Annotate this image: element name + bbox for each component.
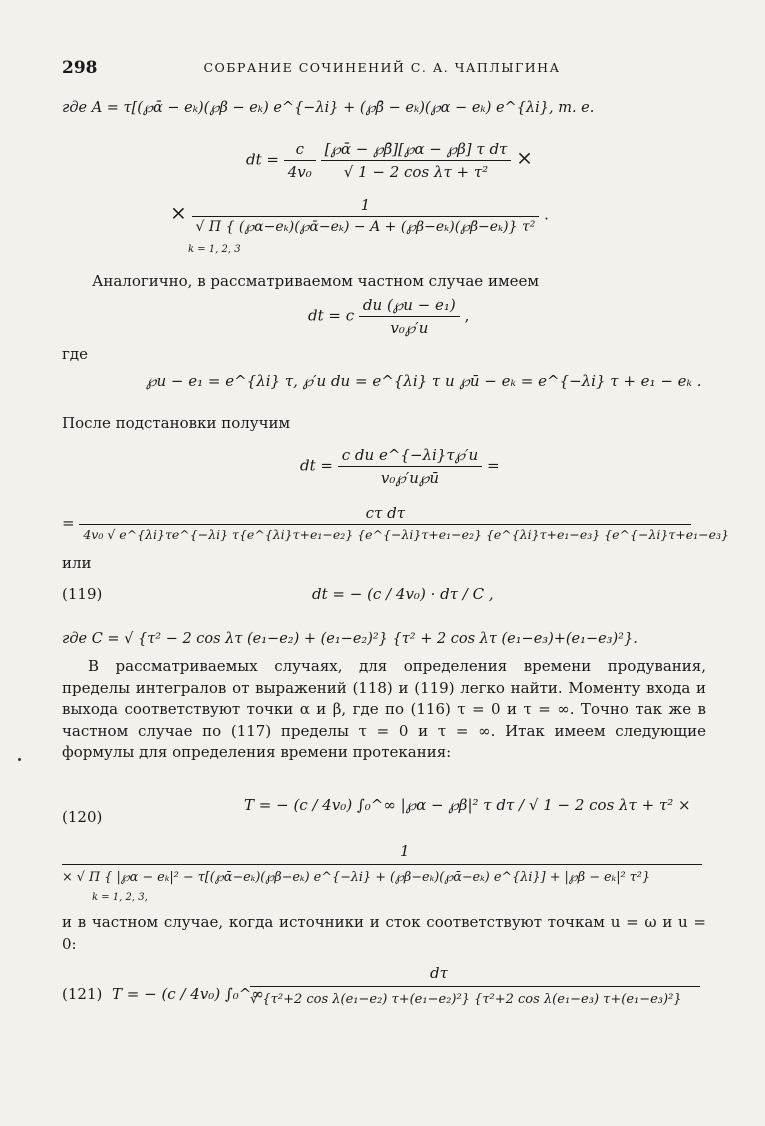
formula-120-bottom-num: 1 — [400, 842, 410, 860]
formula-dt-2-num: du (℘u − e₁) — [359, 296, 460, 317]
formula-dt-2-den: v₀℘′u — [390, 319, 429, 337]
formula-dt-3 — [300, 446, 500, 487]
formula-dt-4-num: cτ dτ — [79, 504, 691, 525]
formula-times-frac — [192, 196, 540, 235]
formula-dt-3-lhs: dt = — [300, 456, 333, 475]
formula-dt-1-coef-den: 4v₀ — [287, 163, 312, 181]
formula-dt-3-eq: = — [486, 456, 500, 475]
formula-dt-1-den: √ 1 − 2 cos λτ + τ² — [343, 163, 489, 181]
formula-dt-1-num: [℘ᾱ − ℘β̄][℘α − ℘β] τ dτ — [321, 140, 512, 161]
print-speck — [18, 758, 21, 761]
formula-times-factor: × $\frac{1}{\text{√ Π \{ (℘α−eₖ)(℘ᾱ−eₖ) − A + (℘β−eₖ)(℘β̄−eₖ)\} τ²}}$ . — [170, 196, 549, 235]
formula-C-definition: где C = √ {τ² − 2 cos λτ (e₁−e₂) + (e₁−e₂)²} {τ² + 2 cos λτ (e₁−e₃)+(e₁−e₃)²}. — [62, 631, 638, 647]
formula-dt-1-lhs: dt = — [246, 150, 279, 169]
formula-121-den: √ {τ²+2 cos λ(e₁−e₂) τ+(e₁−e₂)²} {τ²+2 cos λ(e₁−e₃) τ+(e₁−e₃)²} — [250, 992, 682, 1007]
formula-120-bottom: × √ Π { |℘α − eₖ|² − τ[(℘ᾱ−eₖ)(℘β−eₖ) e^{−λi} + (℘β−eₖ)(℘ᾱ−eₖ) e^{λi}] + |℘β − eₖ|² τ²} — [62, 870, 651, 885]
running-title: СОБРАНИЕ СОЧИНЕНИЙ С. А. ЧАПЛЫГИНА — [203, 60, 561, 75]
page-header — [62, 58, 702, 80]
formula-dt-1-main — [321, 140, 512, 181]
formula-times-den: √ Π { (℘α−eₖ)(℘ᾱ−eₖ) − A + (℘β−eₖ)(℘β̄−eₖ)} τ² — [195, 219, 536, 235]
paragraph-special-case: и в частном случае, когда источники и сток соответствуют точкам u = ω и u = 0: — [62, 913, 706, 953]
formula-dt-1-coef — [284, 140, 316, 181]
formula-dt-4 — [62, 504, 729, 542]
formula-dt-3-frac — [338, 446, 482, 487]
equation-number-120: (120) — [62, 808, 103, 826]
formula-dt-2-lhs: dt = c — [308, 306, 355, 325]
formula-119: dt = − (c / 4v₀) · dτ / C , — [312, 585, 494, 603]
formula-dt-4-den: 4v₀ √ e^{λi}τe^{−λi} τ{e^{λi}τ+e₁−e₂} {e^{−λi}τ+e₁−e₂} {e^{λi}τ+e₁−e₃} {e^{−λi}τ+e₁−e₃} — [83, 527, 729, 542]
formula-times-num: 1 — [192, 196, 540, 217]
formula-A-definition: где A = τ[(℘ᾱ − eₖ)(℘β − eₖ) e^{−λi} + (℘β̄ − eₖ)(℘α − eₖ) e^{λi}, т. е. — [62, 100, 595, 116]
formula-dt-3-den: v₀℘′u℘ū — [380, 469, 440, 487]
formula-substitution: ℘u − e₁ = e^{λi} τ, ℘′u du = e^{λi} τ и ℘ū − eₖ = e^{−λi} τ + e₁ − eₖ . — [146, 372, 702, 390]
formula-120-top: T = − (c / 4v₀) ∫₀^∞ |℘α − ℘β|² τ dτ / √ 1 − 2 cos λτ + τ² × — [244, 796, 691, 814]
formula-121-fraction-bar — [250, 986, 700, 987]
formula-120-k-range: k = 1, 2, 3, — [92, 892, 148, 903]
formula-dt-4-frac — [79, 504, 729, 542]
formula-dt-3-num: c du e^{−λi}τ℘′u — [338, 446, 482, 467]
page-number: 298 — [62, 58, 98, 78]
paragraph-main: В рассматриваемых случаях, для определения времени продувания, пределы интегралов от выражений (118) и (119) легко найти. Моменту входа и выхода соответствуют точки α и β, где по (116) τ = 0 и τ = ∞. Точно так же в частном случае по (117) пределы τ = 0 и τ = ∞. Итак имеем следующие формулы для определения времени протекания: — [62, 657, 706, 761]
text-gde: где — [62, 345, 88, 363]
text-analog: Аналогично, в рассматриваемом частном случае имеем — [92, 272, 540, 290]
formula-dt-2-frac — [359, 296, 460, 337]
formula-dt-2: dt = c $\frac{\text{du (℘u − e₁)}}{\text{v₀℘′u}}$ , — [308, 296, 470, 337]
formula-dt-4-eq: = — [62, 514, 75, 532]
formula-dt-1 — [246, 140, 533, 181]
formula-120-fraction-bar — [62, 864, 702, 865]
equation-number-119: (119) — [62, 585, 103, 603]
formula-121-lhs: T = − (c / 4v₀) ∫₀^∞ — [112, 985, 264, 1003]
formula-121-num: dτ — [430, 964, 448, 982]
formula-dt-1-times: × — [516, 145, 533, 170]
formula-times-k-range: k = 1, 2, 3 — [188, 244, 241, 255]
text-ili: или — [62, 554, 92, 572]
formula-times-prefix: × — [170, 200, 187, 225]
equation-number-121: (121) — [62, 985, 103, 1003]
formula-dt-1-coef-num: c — [284, 140, 316, 161]
text-after-substitution: После подстановки получим — [62, 414, 291, 432]
